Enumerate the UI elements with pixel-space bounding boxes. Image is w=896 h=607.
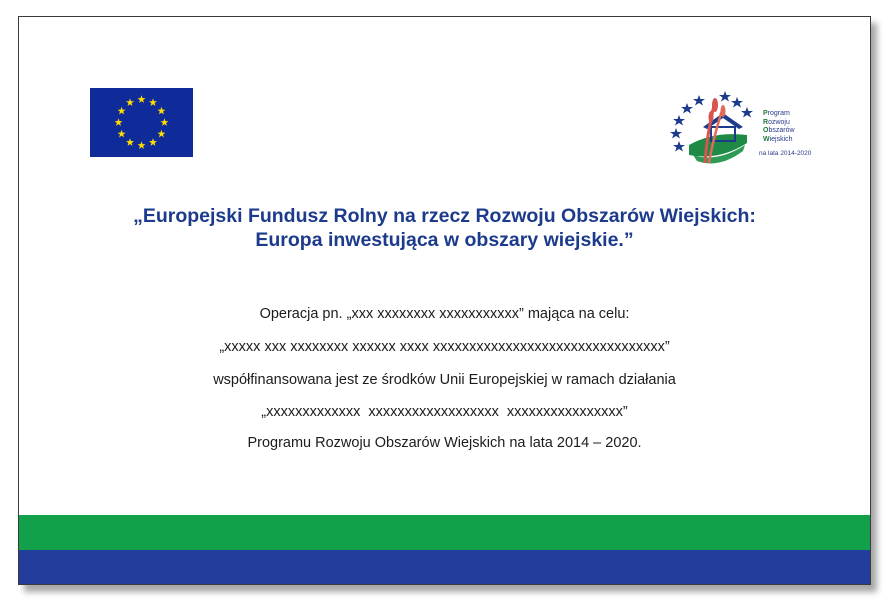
eu-star <box>157 107 165 115</box>
prow-logo-line: Program <box>763 110 790 117</box>
prow-years: na lata 2014-2020 <box>759 150 812 157</box>
green-stripe <box>19 515 870 550</box>
body-line-5: Programu Rozwoju Obszarów Wiejskich na lata 2014 – 2020. <box>247 435 642 451</box>
prow-logo-line: Obszarów <box>763 127 795 134</box>
eu-star <box>126 98 134 106</box>
eu-star <box>138 95 146 103</box>
eu-star <box>118 107 126 115</box>
body-line-1: Operacja pn. „xxx xxxxxxxx xxxxxxxxxxx” mająca na celu: <box>259 306 630 322</box>
prow-logo-line: Wiejskich <box>763 135 793 143</box>
prow-logo-text <box>763 110 795 144</box>
eu-flag-icon <box>90 88 193 157</box>
information-board <box>18 16 871 585</box>
prow-logo-icon <box>669 83 759 171</box>
eu-star <box>138 141 146 149</box>
eu-star <box>157 130 165 138</box>
eu-star <box>149 98 157 106</box>
eu-star <box>149 138 157 146</box>
headline-line-1: „Europejski Fundusz Rolny na rzecz Rozwoju Obszarów Wiejskich: <box>133 205 756 227</box>
prow-logo <box>669 83 819 171</box>
eu-star <box>126 138 134 146</box>
eu-star <box>115 118 123 126</box>
eu-star <box>118 130 126 138</box>
headline <box>19 204 870 252</box>
body-line-4: „xxxxxxxxxxxxx xxxxxxxxxxxxxxxxxx xxxxxxxxxxxxxxxx” <box>261 404 628 420</box>
headline-line-2: Europa inwestująca w obszary wiejskie.” <box>255 229 634 251</box>
eu-star <box>161 118 169 126</box>
body-line-2: „xxxxx xxx xxxxxxxx xxxxxx xxxx xxxxxxxxxxxxxxxxxxxxxxxxxxxxxxxx” <box>219 339 670 355</box>
body-line-3: współfinansowana jest ze środków Unii Europejskiej w ramach działania <box>213 372 676 388</box>
prow-logo-line: Rozwoju <box>763 118 790 126</box>
blue-stripe <box>19 550 870 584</box>
